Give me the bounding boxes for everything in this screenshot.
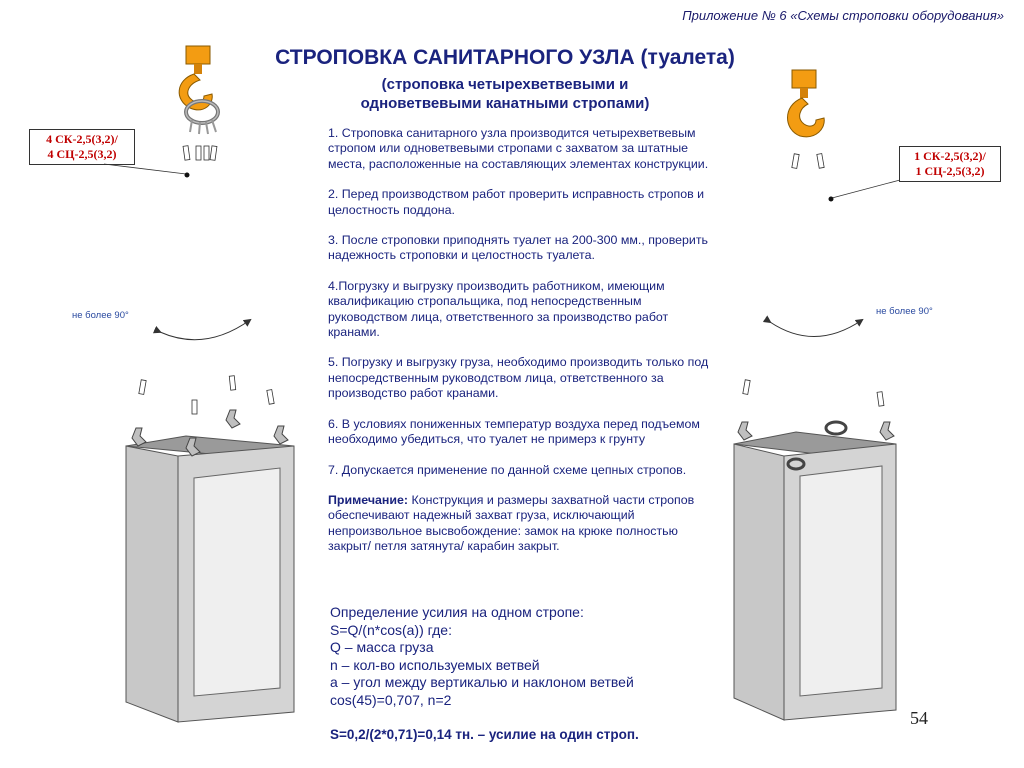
appendix-header: Приложение № 6 «Схемы строповки оборудования» — [682, 8, 1004, 23]
instruction-item: 6. В условиях пониженных температур воздуха перед подъемом необходимо убедиться, что туалет не примерз к грунту — [328, 416, 700, 447]
instruction-item: 1. Строповка санитарного узла производится четырехветвевым стропом или одноветвевыми стропами с захватом за штатные места, расположенные на составляющих элементах конструкции. — [328, 126, 709, 171]
subtitle-line: одноветвевыми канатными стропами) — [360, 95, 650, 112]
instruction-item: 3. После строповки приподнять туалет на 200-300 мм., проверить надежность строповки и целостность туалета. — [328, 233, 708, 263]
crane-hook-icon — [179, 46, 218, 160]
leader-line-left — [104, 164, 186, 174]
toilet-unit-right — [734, 380, 896, 720]
formula-result: S=0,2/(2*0,71)=0,14 тн. – усилие на один строп. — [330, 727, 639, 742]
formula-line: a – угол между вертикалью и наклоном ветвей — [330, 674, 634, 690]
angle-arc-left — [160, 320, 250, 340]
formula-line: Q – масса груза — [330, 639, 434, 655]
formula-line: cos(45)=0,707, n=2 — [330, 691, 452, 708]
page-number: 54 — [910, 708, 928, 728]
sling-label-line: 1 СК-2,5(3,2)/ — [914, 149, 986, 163]
page-title: СТРОПОВКА САНИТАРНОГО УЗЛА (туалета) — [275, 46, 735, 69]
formula-line: n – кол-во используемых ветвей — [330, 656, 540, 673]
sling-label-line: 4 СК-2,5(3,2)/ — [46, 132, 118, 146]
note-label: Примечание: — [328, 492, 409, 507]
sling-label-line: 1 СЦ-2,5(3,2) — [915, 164, 985, 178]
formula-line: S=Q/(n*cos(a)) где: — [330, 621, 452, 638]
angle-label-left: не более 90° — [72, 310, 129, 321]
leader-dot-right — [829, 197, 834, 202]
toilet-unit-left — [126, 376, 294, 722]
instruction-item: 4.Погрузку и выгрузку производить работником, имеющим квалификацию стропальщика, под непосредственным руководством лица, ответственного за производство работ кранами. — [328, 278, 669, 340]
note-text: Конструкция и размеры захватной части стропов обеспечивают надежный захват груза, исключающий непроизвольное высвобождение: замок на крюке полностью закрыт/ петля затянута/ карабин закрыт. — [328, 492, 695, 554]
leader-dot-left — [185, 173, 190, 178]
crane-hook-icon — [788, 70, 825, 168]
instruction-item: 5. Погрузку и выгрузку груза, необходимо производить только под непосредственным руководством лица, ответственного за производство работ кранами. — [328, 355, 709, 401]
sling-label-line: 4 СЦ-2,5(3,2) — [47, 147, 117, 161]
leader-line-right — [832, 180, 900, 198]
angle-arc-right — [770, 320, 862, 337]
instruction-item: 2. Перед производством работ проверить исправность стропов и целостность поддона. — [328, 187, 705, 217]
instruction-item: 7. Допускается применение по данной схеме цепных стропов. — [328, 462, 687, 477]
subtitle-line: (строповка четырехветвевыми и — [381, 76, 629, 93]
formula-heading: Определение усилия на одном стропе: — [330, 604, 584, 620]
angle-label-right: не более 90° — [876, 306, 933, 317]
